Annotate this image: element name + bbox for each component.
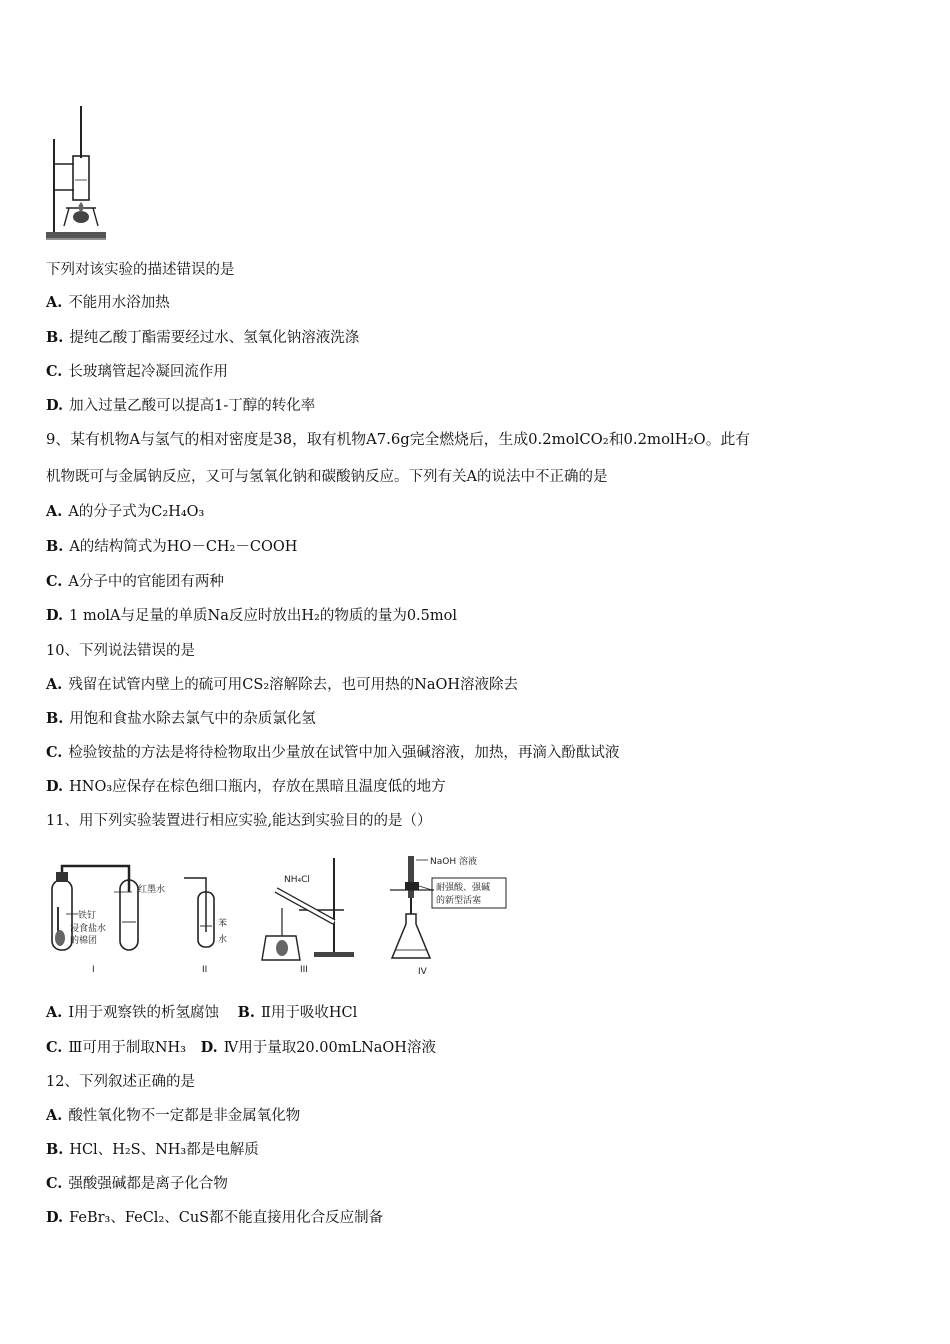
option-label: C. [46, 744, 63, 761]
option-text: 强酸强碱都是离子化合物 [68, 1176, 228, 1192]
option-label: C. [46, 1175, 63, 1192]
q8-option-d[interactable] [46, 396, 315, 416]
option-label: A. [46, 1107, 63, 1124]
q11-options-line2 [46, 1038, 436, 1058]
label-salt-water: 浸食盐水 [70, 924, 107, 934]
label-cotton: 的棉团 [70, 936, 98, 946]
experiment-apparatus-figure [44, 852, 514, 982]
option-label: D. [200, 1039, 218, 1056]
label-iron-nail: 铁钉 [78, 911, 97, 921]
option-text: 不能用水浴加热 [68, 295, 170, 311]
q8-stem: 下列对该实验的描述错误的是 [46, 262, 235, 278]
option-text: Ⅱ用于吸收HCl [260, 1005, 358, 1021]
q11-stem: 11、用下列实验装置进行相应实验,能达到实验目的的是（） [46, 813, 432, 829]
option-text: HNO₃应保存在棕色细口瓶内，存放在黑暗且温度低的地方 [69, 779, 446, 795]
option-label: A. [46, 503, 63, 520]
option-text: A分子中的官能团有两种 [68, 574, 224, 590]
option-label: D. [46, 1209, 64, 1226]
option-label: C. [46, 573, 63, 590]
option-text: 加入过量乙酸可以提高1-丁醇的转化率 [69, 398, 316, 414]
apparatus-ii [184, 878, 227, 975]
q10-option-b[interactable] [46, 709, 316, 729]
q11-option-d[interactable] [201, 1040, 436, 1056]
option-text: 长玻璃管起冷凝回流作用 [68, 364, 228, 380]
numeral-i: I [92, 965, 95, 975]
q9-option-a[interactable] [46, 502, 204, 522]
option-text: A的结构简式为HO－CH₂－COOH [69, 539, 298, 555]
apparatus-i [52, 866, 165, 975]
numeral-ii: II [202, 965, 208, 975]
option-label: A. [46, 294, 63, 311]
q8-option-a[interactable] [46, 293, 170, 313]
q11-option-b[interactable] [238, 1005, 358, 1021]
option-label: A. [46, 1004, 63, 1021]
option-label: B. [46, 329, 64, 346]
q9-option-b[interactable] [46, 537, 297, 557]
label-resistant-piston-2: 的新型活塞 [436, 896, 482, 906]
q8-option-c[interactable] [46, 362, 228, 382]
q11-option-c[interactable] [46, 1040, 186, 1056]
option-label: C. [46, 363, 63, 380]
apparatus-iv [390, 855, 506, 977]
q12-option-b[interactable] [46, 1140, 259, 1160]
q10-stem: 10、下列说法错误的是 [46, 643, 195, 659]
label-naoh-solution: NaOH 溶液 [430, 857, 477, 867]
option-text: HCl、H₂S、NH₃都是电解质 [69, 1142, 259, 1158]
option-label: D. [46, 397, 64, 414]
q12-option-d[interactable] [46, 1208, 383, 1228]
option-label: D. [46, 607, 64, 624]
label-nh4cl: NH₄Cl [284, 875, 310, 885]
option-label: B. [46, 1141, 64, 1158]
label-resistant-piston-1: 耐强酸、强碱 [436, 883, 491, 893]
label-red-ink: 红墨水 [138, 885, 166, 895]
apparatus-iii [262, 858, 354, 975]
numeral-iv: IV [418, 967, 427, 977]
q11-option-a[interactable] [46, 1005, 219, 1021]
option-text: Ⅳ用于量取20.00mLNaOH溶液 [223, 1040, 436, 1056]
option-label: B. [46, 710, 64, 727]
label-benzene: 苯 [218, 919, 228, 929]
option-text: 用饱和食盐水除去氯气中的杂质氯化氢 [69, 711, 316, 727]
q9-stem-line1: 9、某有机物A与氢气的相对密度是38，取有机物A7.6g完全燃烧后，生成0.2molCO₂和0.2molH₂O。此有 [46, 431, 751, 448]
option-text: A的分子式为C₂H₄O₃ [68, 504, 205, 520]
q10-option-d[interactable] [46, 777, 446, 797]
numeral-iii: III [300, 965, 308, 975]
option-text: Ⅰ用于观察铁的析氢腐蚀 [68, 1005, 220, 1021]
reflux-apparatus-figure [44, 104, 110, 242]
option-text: 提纯乙酸丁酯需要经过水、氢氧化钠溶液洗涤 [69, 330, 360, 346]
option-text: 检验铵盐的方法是将待检物取出少量放在试管中加入强碱溶液，加热，再滴入酚酞试液 [68, 745, 620, 761]
q9-option-c[interactable] [46, 572, 224, 592]
q11-options-line1 [46, 1003, 357, 1023]
option-label: B. [237, 1004, 255, 1021]
option-label: B. [46, 538, 64, 555]
q10-option-a[interactable] [46, 675, 518, 695]
q9-stem-line2: 机物既可与金属钠反应，又可与氢氧化钠和碳酸钠反应。下列有关A的说法中不正确的是 [46, 469, 608, 485]
option-label: C. [46, 1039, 63, 1056]
option-text: FeBr₃、FeCl₂、CuS都不能直接用化合反应制备 [69, 1210, 384, 1226]
q12-option-a[interactable] [46, 1106, 300, 1126]
option-label: D. [46, 778, 64, 795]
q10-option-c[interactable] [46, 743, 619, 763]
q9-option-d[interactable] [46, 606, 457, 626]
q8-option-b[interactable] [46, 328, 359, 348]
option-text: 酸性氧化物不一定都是非金属氧化物 [68, 1108, 301, 1124]
option-label: A. [46, 676, 63, 693]
label-water: 水 [218, 935, 228, 945]
option-text: Ⅲ可用于制取NH₃ [68, 1040, 186, 1056]
q12-option-c[interactable] [46, 1174, 228, 1194]
q12-stem: 12、下列叙述正确的是 [46, 1074, 195, 1090]
option-text: 1 molA与足量的单质Na反应时放出H₂的物质的量为0.5mol [69, 608, 457, 624]
option-text: 残留在试管内壁上的硫可用CS₂溶解除去，也可用热的NaOH溶液除去 [68, 677, 519, 693]
